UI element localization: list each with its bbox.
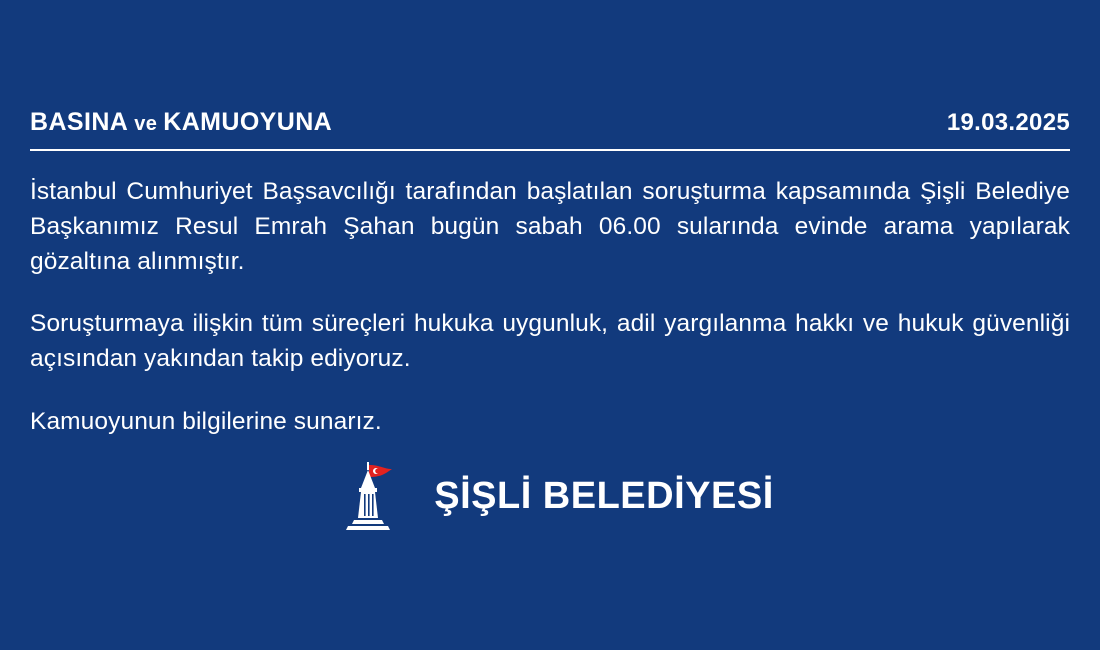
sisli-minaret-icon [326,460,412,532]
statement-content [30,108,1070,517]
statement-paragraph: Soruşturmaya ilişkin tüm süreçleri hukuka uygunluk, adil yargılanma hakkı ve hukuk güvenliği açısından yakından takip ediyoruz. [30,310,1070,373]
brand-logo [30,460,1070,532]
statement-body [30,175,1070,440]
page-title-rest: KAMUOYUNA [163,108,333,136]
page-title [30,108,332,137]
statement-paragraph: Kamuoyunun bilgilerine sunarız. [30,407,382,435]
statement-paragraph: İstanbul Cumhuriyet Başsavcılığı tarafından başlatılan soruşturma kapsamında Şişli Belediye Başkanımız Resul Emrah Şahan bugün sabah 06.00 sularında evinde arama yapılarak gözaltına alınmıştır. [30,178,1070,275]
statement-header [30,108,1070,151]
page-title-main: BASINA [30,108,129,136]
brand-logo-text: ŞİŞLİ BELEDİYESİ [434,474,774,517]
statement-date: 19.03.2025 [946,109,1070,136]
page-title-conjunction: ve [134,113,158,135]
